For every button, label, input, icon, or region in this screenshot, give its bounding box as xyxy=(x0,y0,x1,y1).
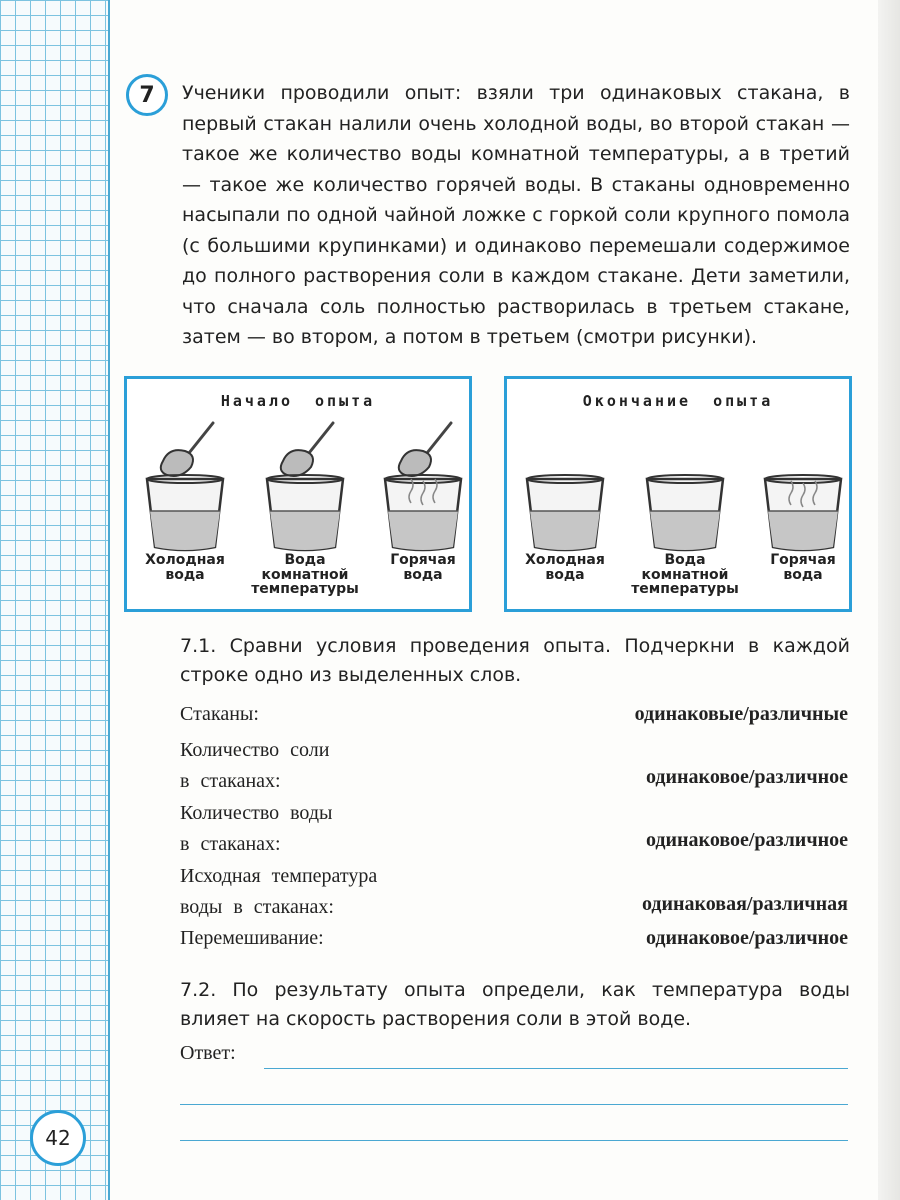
row-label-glasses: Стаканы: xyxy=(180,703,259,725)
answer-line-2[interactable] xyxy=(180,1104,848,1105)
figure-start-panel xyxy=(124,376,472,612)
glass-room-end xyxy=(633,419,737,609)
glass-hot-end xyxy=(751,419,855,609)
glass-cold-end xyxy=(513,419,617,609)
answer-label: Ответ: xyxy=(180,1042,236,1064)
row-label-stirring: Перемешивание: xyxy=(180,927,324,949)
glass-label-hot: Горячая вода xyxy=(770,552,836,583)
glass-label-hot: Горячая вода xyxy=(390,552,456,583)
task-number-badge: 7 xyxy=(126,74,168,116)
row-options-water[interactable]: одинаковое/различное xyxy=(645,829,848,851)
figure-start-title: Начало опыта xyxy=(220,392,376,410)
glass-label-room: Вода комнатной температуры xyxy=(251,552,359,597)
answer-line-1[interactable] xyxy=(264,1068,848,1069)
row-options-temperature[interactable]: одинаковая/различная xyxy=(641,893,848,915)
task-text: Ученики проводили опыт: взяли три одинаковых стакана, в первый стакан налили очень холодной воды, во второй стакан — такое же количество воды комнатной температуры, а в третий — такое же количество горячей воды. В стаканы одновременно насыпали по одной чайной ложке с горкой соли крупного помола (с большими крупинками) и одинаково перемешали содержимое до полного растворения соли в каждом стакане. Дети заметили, что сначала соль полностью растворилась в третьем стакане, затем — во втором, а потом в третьем (смотри рисунки). xyxy=(182,82,850,348)
glass-cold-start xyxy=(133,419,237,609)
row-options-stirring[interactable]: одинаковое/различное xyxy=(645,927,848,949)
glass-room-start xyxy=(253,419,357,609)
figure-end-panel xyxy=(504,376,852,612)
row-options-glasses[interactable]: одинаковые/различные xyxy=(634,703,848,725)
page-edge-shadow xyxy=(878,0,900,1200)
glass-label-room: Вода комнатной температуры xyxy=(631,552,739,597)
grid-margin xyxy=(0,0,110,1200)
figure-end-title: Окончание опыта xyxy=(582,392,774,410)
question-7-1: 7.1. Сравни условия проведения опыта. Подчеркни в каждой строке одно из выделенных слов. xyxy=(180,635,850,686)
row-label-temperature: Исходная температура воды в стаканах: xyxy=(180,865,378,918)
row-label-salt: Количество соли в стаканах: xyxy=(180,739,330,792)
glass-label-cold: Холодная вода xyxy=(145,552,225,583)
glass-label-cold: Холодная вода xyxy=(525,552,605,583)
row-label-water: Количество воды в стаканах: xyxy=(180,802,333,855)
question-7-2: 7.2. По результату опыта определи, как температура воды влияет на скорость растворения соли в этой воде. xyxy=(180,979,850,1030)
answer-line-3[interactable] xyxy=(180,1140,848,1141)
row-options-salt[interactable]: одинаковое/различное xyxy=(645,766,848,788)
page-number: 42 xyxy=(30,1110,86,1166)
glass-hot-start xyxy=(371,419,475,609)
